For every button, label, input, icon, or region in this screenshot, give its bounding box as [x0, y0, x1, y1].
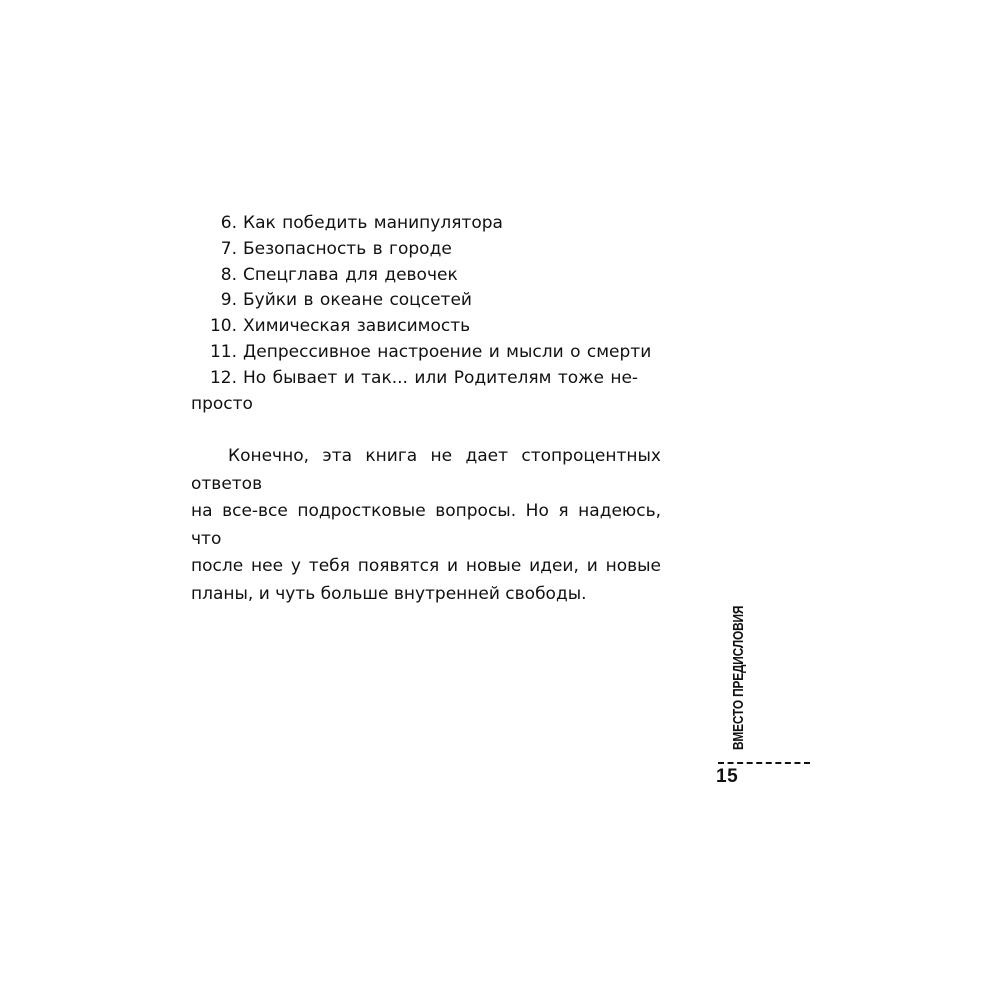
- list-item-title: Как победить манипулятора: [243, 213, 503, 233]
- list-item-title: Химическая зависимость: [243, 316, 471, 337]
- list-item-title: Но бывает и так... или Родителям тоже не-: [243, 367, 639, 388]
- list-item-number: 6.: [220, 213, 237, 233]
- list-item-number: 10.: [209, 316, 237, 337]
- list-item-number: 9.: [220, 290, 237, 311]
- list-item-title: Безопасность в городе: [243, 238, 452, 259]
- list-item: [191, 237, 661, 263]
- list-item-number: 12.: [209, 367, 237, 388]
- list-item: [191, 314, 661, 340]
- paragraph-line: на все-все подростковые вопросы. Но я надеюсь, что: [191, 501, 661, 549]
- closing-paragraph: [191, 443, 661, 609]
- paragraph-line: после нее у тебя появятся и новые идеи, и новые: [191, 556, 661, 577]
- list-item-number: 8.: [220, 264, 237, 285]
- paragraph-line: Конечно, эта книга не дает стопроцентных ответов: [191, 446, 661, 494]
- list-item: [191, 263, 661, 289]
- list-item-title: Спецглава для девочек: [243, 264, 458, 285]
- list-item-title: Буйки в океане соцсетей: [243, 290, 472, 311]
- paragraph-line: планы, и чуть больше внутренней свободы.: [191, 583, 587, 604]
- list-item: [191, 340, 661, 366]
- list-item: [191, 366, 661, 392]
- page-number: 15: [716, 766, 739, 787]
- list-item: [191, 288, 661, 314]
- list-item-title: Депрессивное настроение и мысли о смерти: [243, 341, 652, 362]
- toc-list: [191, 211, 661, 417]
- list-item-number: 7.: [220, 238, 237, 259]
- list-item-number: 11.: [209, 341, 237, 362]
- running-head: ВМЕСТО ПРЕДИСЛОВИЯ: [731, 605, 747, 750]
- page-number-divider: [718, 762, 810, 764]
- list-item-continuation: просто: [191, 393, 253, 414]
- list-item: [191, 211, 661, 237]
